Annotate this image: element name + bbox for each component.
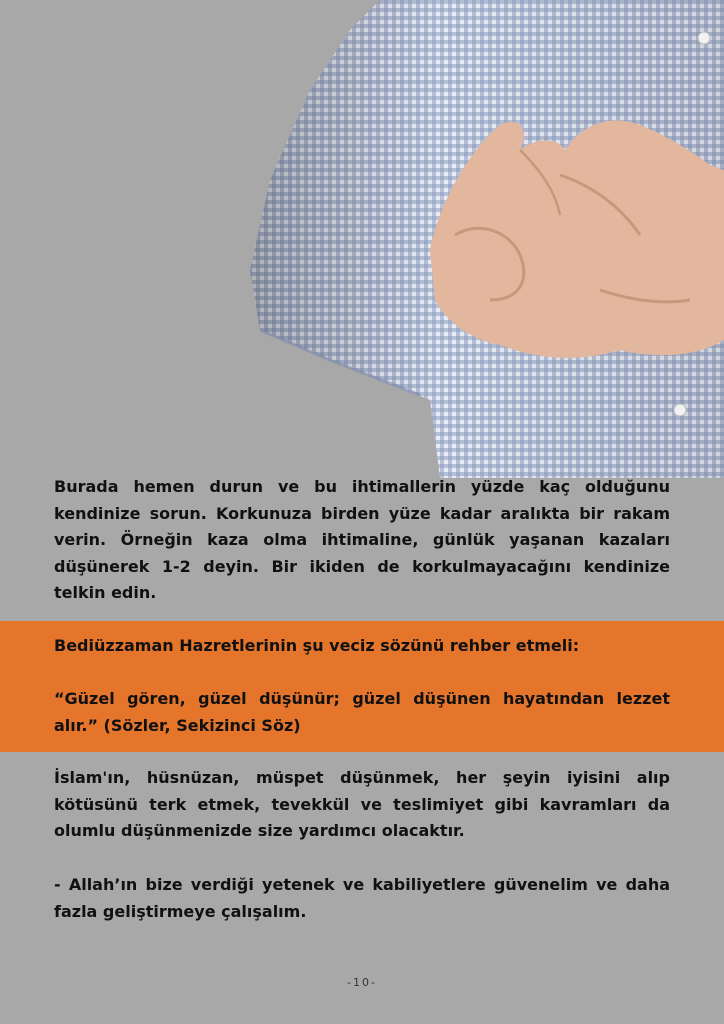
page-number: -10-	[347, 976, 377, 989]
paragraph-intro: Burada hemen durun ve bu ihtimallerin yüzde kaç olduğunu kendinize sorun. Korkunuza birden yüze kadar aralıkta bir rakam verin. Örneğin kaza olma ihtimaline, günlük yaşanan kazaları düşünerek 1-2 deyin. Bir ikiden de korkulmayacağını kendinize telkin edin.	[54, 477, 670, 602]
paragraph-talents: - Allah’ın bize verdiği yetenek ve kabiliyetlere güvenelim ve daha fazla geliştirmeye çalışalım.	[54, 875, 670, 921]
callout-intro: Bediüzzaman Hazretlerinin şu veciz sözünü rehber etmeli:	[54, 636, 580, 655]
paragraph-islam: İslam'ın, hüsnüzan, müspet düşünmek, her şeyin iyisini alıp kötüsünü terk etmek, tevekkül ve teslimiyet gibi kavramları da olumlu düşünmenizde size yardımcı olacaktır.	[54, 768, 670, 840]
chest-pain-photo	[0, 0, 724, 478]
quote-callout	[0, 621, 724, 752]
callout-quote: “Güzel gören, güzel düşünür; güzel düşünen hayatından lezzet alır.” (Sözler, Sekizinci Söz)	[54, 689, 670, 735]
